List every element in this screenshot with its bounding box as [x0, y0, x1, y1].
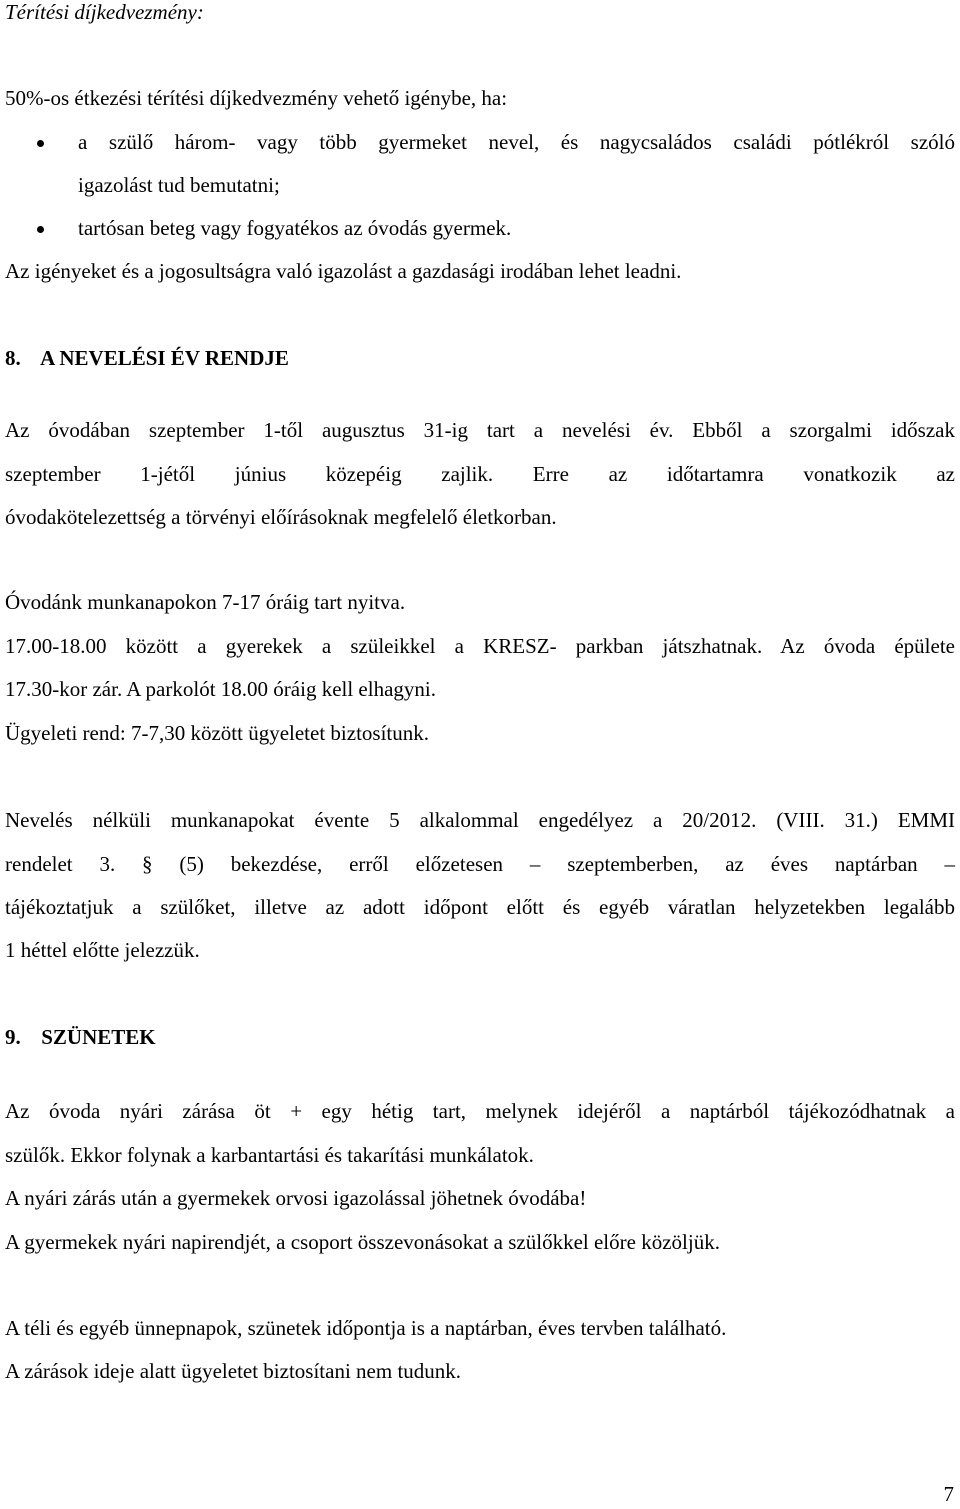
discount-bullet-1-line-2: igazolást tud bemutatni;: [78, 173, 280, 197]
section-9-heading: [5, 1025, 156, 1050]
section-8-title: A NEVELÉSI ÉV RENDJE: [40, 346, 289, 370]
section-8-para-2-line-4: Ügyeleti rend: 7-7,30 között ügyeletet biztosítunk.: [5, 721, 429, 745]
section-8-para-1-line-2: szeptember 1-jétől június közepéig zajlik. Erre az időtartamra vonatkozik az: [5, 462, 955, 486]
section-9-para-2-line-2: A zárások ideje alatt ügyeletet biztosítani nem tudunk.: [5, 1359, 462, 1383]
section-8-para-2-line-1: Óvodánk munkanapokon 7-17 óráig tart nyitva.: [5, 590, 406, 614]
section-8-para-3-line-1: Nevelés nélküli munkanapokat évente 5 alkalommal engedélyez a 20/2012. (VIII. 31.) EMMI: [5, 808, 955, 832]
section-9-number: 9.: [5, 1025, 21, 1049]
section-9-para-1-line-2: szülők. Ekkor folynak a karbantartási és takarítási munkálatok.: [5, 1143, 534, 1167]
discount-bullet-1-line-1: a szülő három- vagy több gyermeket nevel, és nagycsaládos családi pótlékról szóló: [78, 130, 955, 154]
section-8-para-1-line-1: Az óvodában szeptember 1-től augusztus 31-ig tart a nevelési év. Ebből a szorgalmi időszak: [5, 418, 955, 442]
section-9-para-2-line-1: A téli és egyéb ünnepnapok, szünetek időpontja is a naptárban, éves tervben található.: [5, 1316, 727, 1340]
section-9-para-1-line-3: A nyári zárás után a gyermekek orvosi igazolással jöhetnek óvodába!: [5, 1186, 587, 1210]
section-8-heading: [5, 346, 289, 371]
section-9-para-1-line-4: A gyermekek nyári napirendjét, a csoport összevonásokat a szülőkkel előre közöljük.: [5, 1230, 720, 1254]
section-8-para-2-line-2: 17.00-18.00 között a gyerekek a szüleikkel a KRESZ- parkban játszhatnak. Az óvoda épülete: [5, 634, 955, 658]
section-8-para-3-line-4: 1 héttel előtte jelezzük.: [5, 938, 200, 962]
section-9-title: SZÜNETEK: [41, 1025, 156, 1049]
discount-note: Az igényeket és a jogosultságra való igazolást a gazdasági irodában lehet leadni.: [5, 259, 682, 283]
section-8-para-3-line-2: rendelet 3. § (5) bekezdése, erről előzetesen – szeptemberben, az éves naptárban –: [5, 852, 955, 876]
discount-intro: 50%-os étkezési térítési díjkedvezmény vehető igénybe, ha:: [5, 86, 508, 110]
discount-heading: Térítési díjkedvezmény:: [5, 0, 204, 24]
section-8-para-1-line-3: óvodakötelezettség a törvényi előírásoknak megfelelő életkorban.: [5, 505, 557, 529]
section-8-para-2-line-3: 17.30-kor zár. A parkolót 18.00 óráig kell elhagyni.: [5, 677, 436, 701]
bullet-icon: [37, 226, 44, 233]
page-number: 7: [943, 1482, 954, 1506]
section-8-para-3-line-3: tájékoztatjuk a szülőket, illetve az adott időpont előtt és egyéb váratlan helyzetekben legalább: [5, 895, 955, 919]
section-9-para-1-line-1: Az óvoda nyári zárása öt + egy hétig tart, melynek idejéről a naptárból tájékozódhatnak a: [5, 1099, 955, 1123]
discount-bullet-2: tartósan beteg vagy fogyatékos az óvodás gyermek.: [78, 216, 512, 240]
bullet-icon: [37, 140, 44, 147]
section-8-number: 8.: [5, 346, 21, 370]
